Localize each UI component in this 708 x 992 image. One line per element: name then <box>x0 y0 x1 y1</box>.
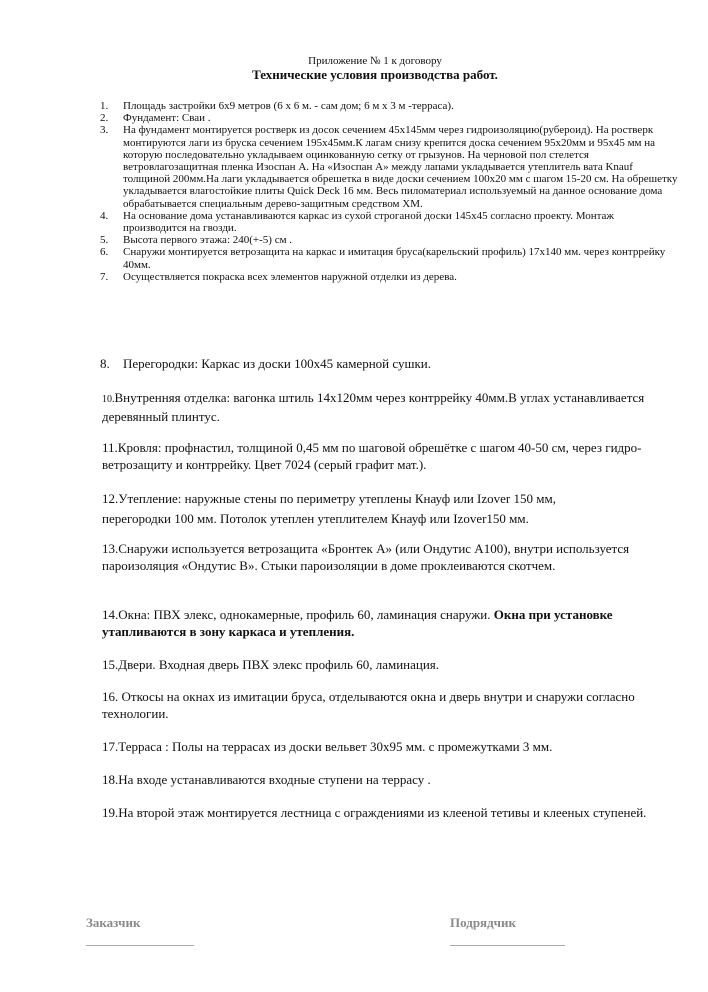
contractor-signature-label: Подрядчик <box>450 915 516 930</box>
item-14-text: 14.Окна: ПВХ элекс, однокамерные, профиль 60, ламинация снаружи. <box>102 607 494 622</box>
item-number: 6. <box>100 246 109 259</box>
item-number: 7. <box>100 270 109 283</box>
item-text: Перегородки: Каркас из доски 100х45 камерной сушки. <box>123 356 431 371</box>
conditions-list-small <box>100 100 680 283</box>
item-10 <box>102 390 672 425</box>
item-text: Внутренняя отделка: вагонка штиль 14х120мм через контррейку 40мм.В углах устанавливается деревянный плинтус. <box>102 390 645 424</box>
item-text: На основание дома устанавливаются каркас из сухой строганой доски 145х45 согласно проекту. Монтаж производится на гвозди. <box>123 209 615 235</box>
item-16: 16. Откосы на окнах из имитации бруса, отделываются окна и дверь внутри и снаружи согласно технологии. <box>102 689 635 721</box>
item-8 <box>100 356 680 371</box>
document-title: Технические условия производства работ. <box>252 67 498 82</box>
list-item <box>100 246 680 270</box>
item-number: 2. <box>100 112 109 125</box>
item-number: 5. <box>100 234 109 247</box>
item-number: 1. <box>100 100 109 112</box>
item-14-emphasis: Окна при установке утапливаются в зону каркаса и утепления. <box>102 607 613 639</box>
customer-signature-line <box>86 945 194 946</box>
list-item <box>100 271 680 283</box>
item-text: Снаружи монтируется ветрозащита на каркас и имитация бруса(карельский профиль) 17х140 мм. через контррейку 40мм. <box>123 246 666 271</box>
item-number: 3. <box>100 124 109 137</box>
item-12-line-2: перегородки 100 мм. Потолок утеплен утеплителем Кнауф или Izover150 мм. <box>102 511 529 526</box>
item-text: На фундамент монтируется ростверк из досок сечением 45х145мм через гидроизоляцию(рубероид). На ростверк монтируются лаги из бруска сечением 195х45мм.К лагам снизу крепится доска сечением 95х20мм и 95х45 мм на которую последовательно укладываем оцинкованную сетку от грызунов. На черновой пол стелется ветровлагозащитная пленка Изоспан А. На «Изоспан А» между лапами укладывается утеплитель вата Knauf толщиной 200мм.На лаги укладывается обрешетка в виде доски сечением 100х20 мм с шагом 15-20 см. На обрешетку укладывается влагостойкие плиты Quick Deck 16 мм. Весь пиломатериал используемый на данное основание дома обрабатывается специальным дерево-защитным средством ХМ. <box>123 124 678 210</box>
item-text: Фундамент: Сваи . <box>123 112 211 125</box>
contractor-signature-line <box>450 945 565 946</box>
item-text: Осуществляется покраска всех элементов наружной отделки из дерева. <box>123 270 457 283</box>
customer-signature-label: Заказчик <box>86 915 141 930</box>
item-number: 10. <box>102 394 115 405</box>
item-text: Высота первого этажа: 240(+-5) см . <box>123 234 293 247</box>
item-12-line-1: 12.Утепление: наружные стены по периметру утеплены Кнауф или Izover 150 мм, <box>102 491 556 506</box>
item-13: 13.Снаружи используется ветрозащита «Бронтек А» (или Ондутис А100), внутри используется пароизоляция «Ондутис В». Стыки пароизоляции в доме проклеиваются скотчем. <box>102 541 630 573</box>
item-15: 15.Двери. Входная дверь ПВХ элекс профиль 60, ламинация. <box>102 657 440 672</box>
list-item <box>100 124 680 209</box>
list-item <box>100 210 680 234</box>
list-item <box>100 112 680 124</box>
item-number: 8. <box>100 356 110 371</box>
list-item <box>100 234 680 246</box>
item-11: 11.Кровля: профнастил, толщиной 0,45 мм по шаговой обрешётке с шагом 40-50 см, через гидро-ветрозащиту и контррейку. Цвет 7024 (серый графит мат.). <box>102 440 642 472</box>
item-18: 18.На входе устанавливаются входные ступени на террасу . <box>102 772 431 787</box>
item-12 <box>102 489 672 529</box>
item-19: 19.На второй этаж монтируется лестница с ограждениями из клееной тетивы и клееных ступеней. <box>102 805 647 820</box>
item-number: 4. <box>100 209 109 222</box>
item-14 <box>102 607 672 640</box>
list-item <box>100 100 680 112</box>
item-17: 17.Терраса : Полы на террасах из доски вельвет 30х95 мм. с промежутками 3 мм. <box>102 739 553 754</box>
annex-label: Приложение № 1 к договору <box>308 55 442 67</box>
item-text: Площадь застройки 6х9 метров (6 х 6 м. - сам дом; 6 м х 3 м -терраса). <box>123 100 454 112</box>
